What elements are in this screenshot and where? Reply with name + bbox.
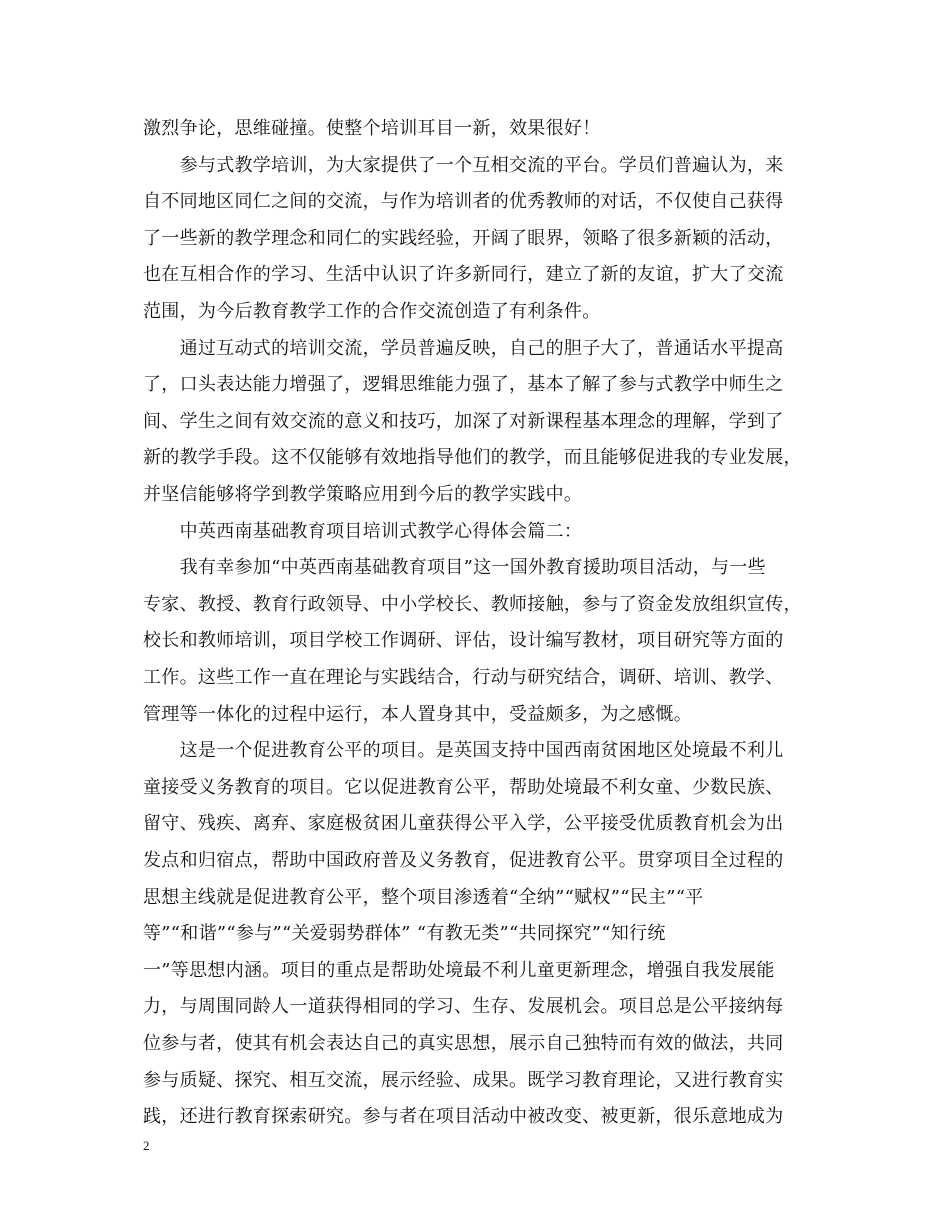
- text-line: 间、学生之间有效交流的意义和技巧，加深了对新课程基本理念的理解，学到了: [143, 411, 784, 432]
- text-line: 专家、教授、教育行政领导、中小学校长、教师接触，参与了资金发放组织宣传，: [143, 594, 802, 615]
- text-line: 一”等思想内涵。项目的重点是帮助处境最不利儿童更新理念，增强自我发展能: [143, 960, 775, 981]
- text-line: 童接受义务教育的项目。它以促进教育公平，帮助处境最不利女童、少数民族、: [143, 777, 784, 798]
- text-line: 新的教学手段。这不仅能够有效地指导他们的教学，而且能够促进我的专业发展，: [143, 447, 802, 468]
- page-number: 2: [143, 1138, 150, 1153]
- text-line: 也在互相合作的学习、生活中认识了许多新同行，建立了新的友谊，扩大了交流: [143, 264, 784, 285]
- text-line: 通过互动式的培训交流，学员普遍反映，自己的胆子大了，普通话水平提高: [143, 338, 784, 359]
- text-line: 留守、残疾、离弃、家庭极贫困儿童获得公平入学，公平接受优质教育机会为出: [143, 813, 784, 834]
- text-line: 并坚信能够将学到教学策略应用到今后的教学实践中。: [143, 484, 583, 505]
- text-line: 发点和归宿点，帮助中国政府普及义务教育，促进教育公平。贯穿项目全过程的: [143, 850, 784, 871]
- text-line: 践，还进行教育探索研究。参与者在项目活动中被改变、被更新，很乐意地成为: [143, 1106, 784, 1127]
- text-line: 中英西南基础教育项目培训式教学心得体会篇二：: [143, 521, 583, 542]
- text-line: 等”“和谐”“参与”“关爱弱势群体” “有教无类”“共同探究”“知行统: [143, 923, 666, 944]
- text-line: 范围，为今后教育教学工作的合作交流创造了有利条件。: [143, 301, 601, 322]
- text-line: 激烈争论，思维碰撞。使整个培训耳目一新，效果很好！: [143, 118, 601, 139]
- text-line: 参与式教学培训，为大家提供了一个互相交流的平台。学员们普遍认为，来: [143, 155, 784, 176]
- text-line: 了，口头表达能力增强了，逻辑思维能力强了，基本了解了参与式教学中师生之: [143, 374, 784, 395]
- text-line: 参与质疑、探究、相互交流，展示经验、成果。既学习教育理论，又进行教育实: [143, 1070, 784, 1091]
- text-line: 思想主线就是促进教育公平，整个项目渗透着“全纳”“赋权”“民主”“平: [143, 887, 704, 908]
- text-line: 校长和教师培训，项目学校工作调研、评估，设计编写教材，项目研究等方面的: [143, 630, 784, 651]
- text-line: 这是一个促进教育公平的项目。是英国支持中国西南贫困地区处境最不利儿: [143, 740, 784, 761]
- text-line: 了一些新的教学理念和同仁的实践经验，开阔了眼界，领略了很多新颖的活动，: [143, 228, 784, 249]
- text-line: 位参与者，使其有机会表达自己的真实思想，展示自己独特而有效的做法，共同: [143, 1033, 784, 1054]
- text-line: 力，与周围同龄人一道获得相同的学习、生存、发展机会。项目总是公平接纳每: [143, 996, 784, 1017]
- text-line: 管理等一体化的过程中运行，本人置身其中，受益颇多，为之感慨。: [143, 704, 692, 725]
- text-line: 工作。这些工作一直在理论与实践结合，行动与研究结合，调研、培训、教学、: [143, 667, 784, 688]
- text-line: 自不同地区同仁之间的交流，与作为培训者的优秀教师的对话，不仅使自己获得: [143, 191, 784, 212]
- text-line: 我有幸参加“中英西南基础教育项目”这一国外教育援助项目活动，与一些: [143, 557, 766, 578]
